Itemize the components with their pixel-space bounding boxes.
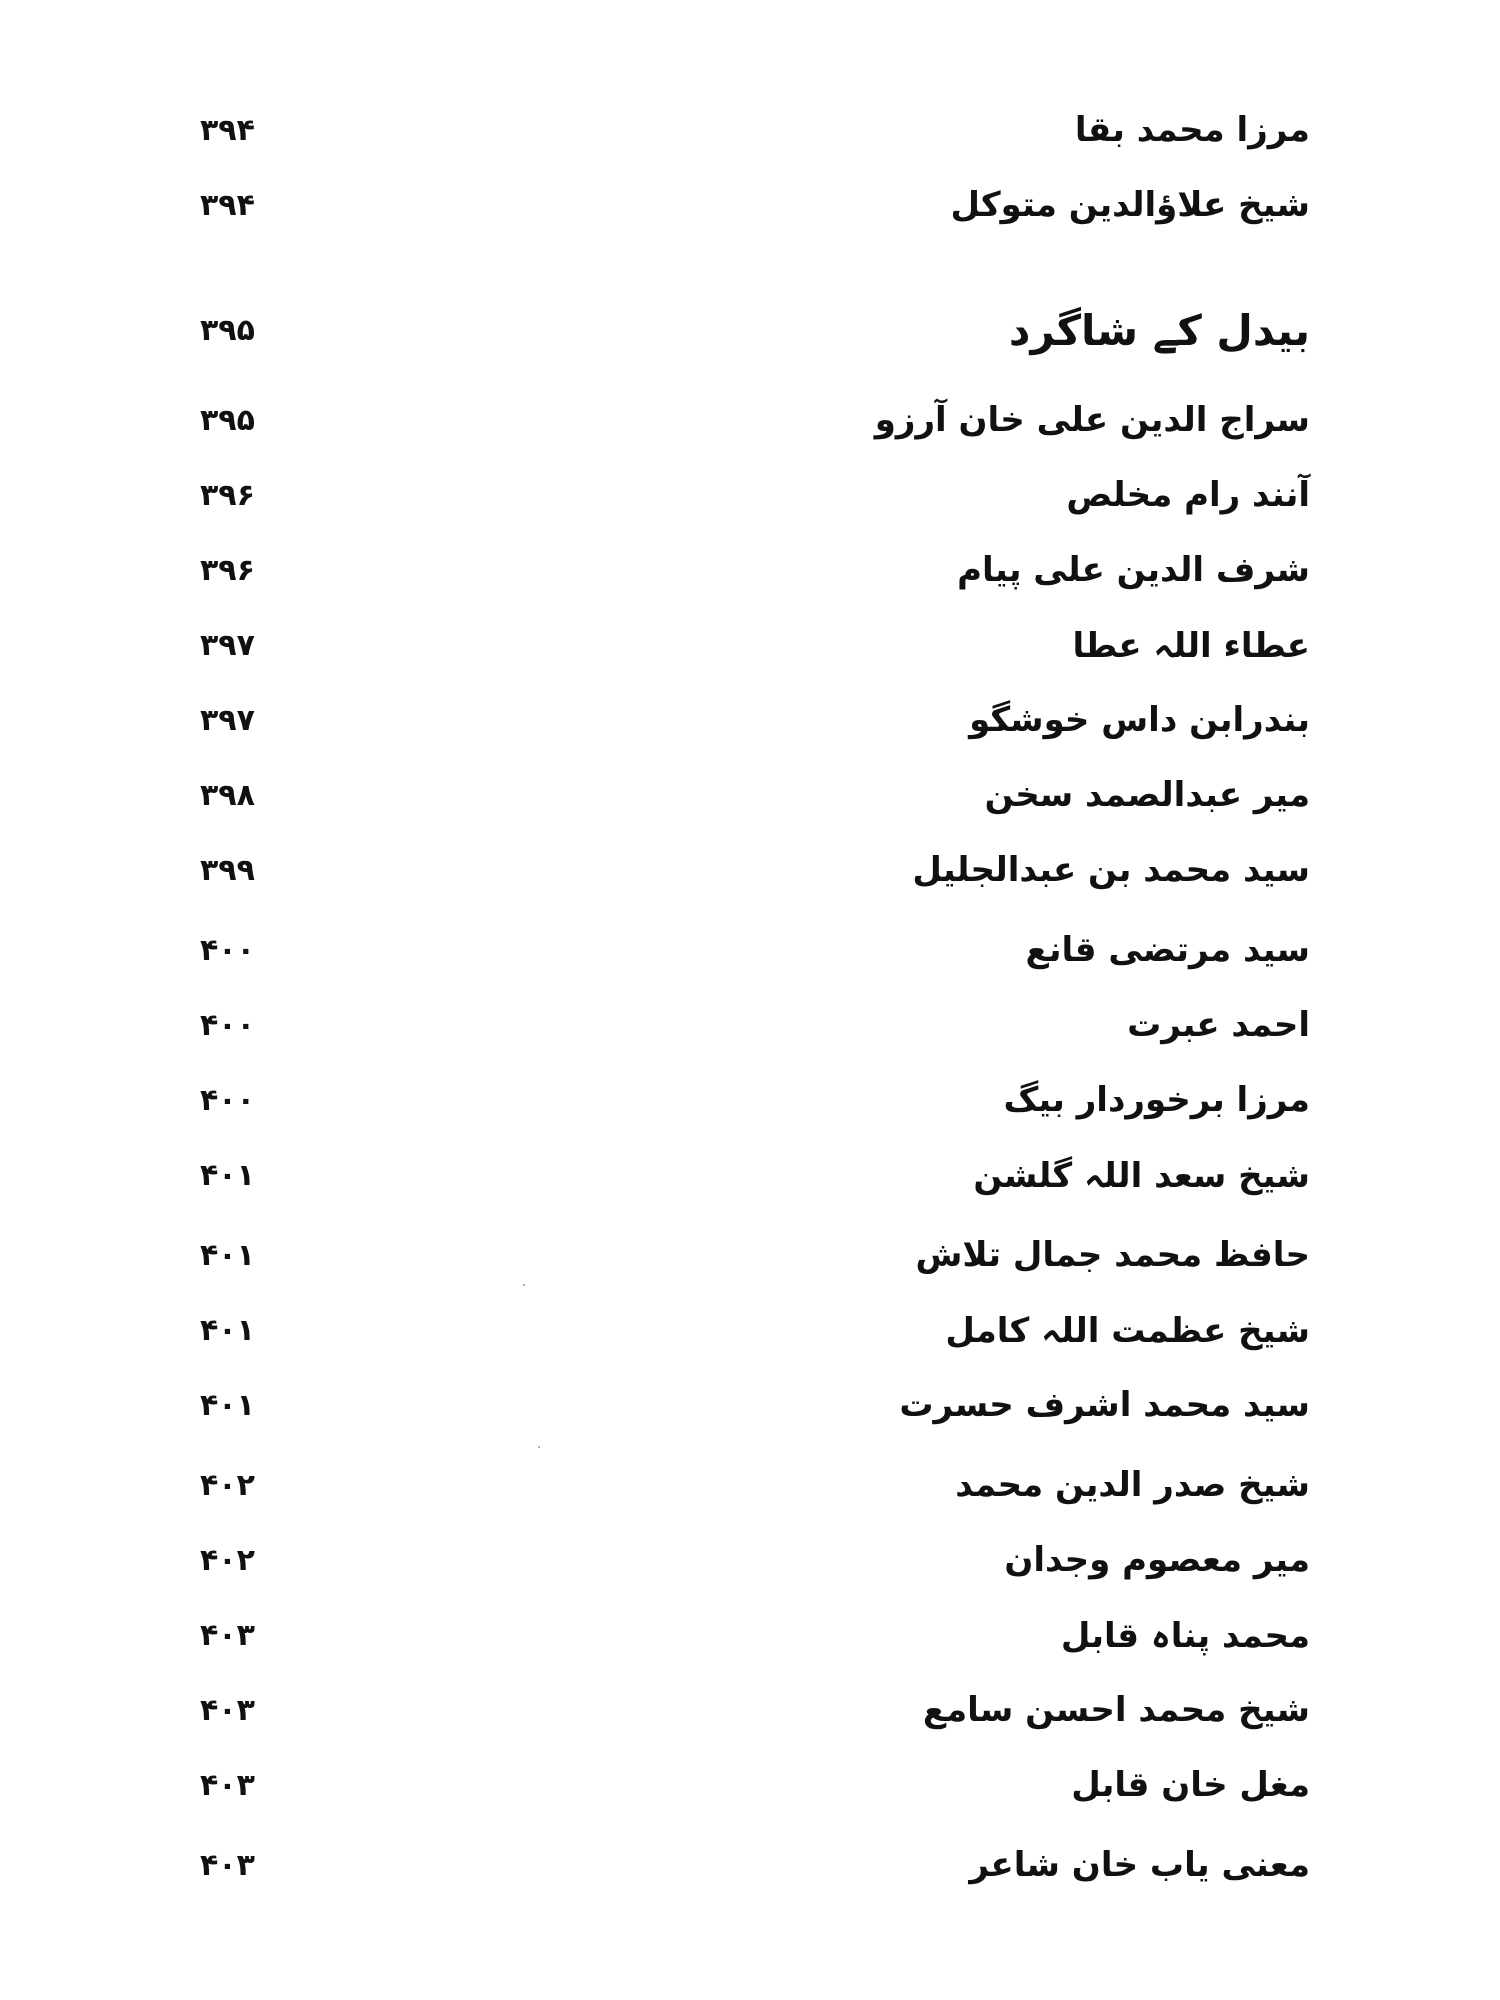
entry-title: شیخ محمد احسن سامع	[922, 1690, 1310, 1730]
entry-title: معنی یاب خان شاعر	[969, 1845, 1310, 1885]
entry-title: شیخ عظمت اللہ کامل	[945, 1310, 1310, 1351]
page-number: ۴۰۱	[200, 1387, 255, 1423]
toc-entry	[200, 920, 1310, 980]
page-number: ۳۹۷	[200, 627, 255, 663]
entry-title: بندرابن داس خوشگو	[969, 700, 1310, 740]
toc-entry	[200, 1455, 1310, 1515]
page-number: ۴۰۱	[200, 1312, 255, 1348]
toc-entry	[200, 1070, 1310, 1130]
toc-entry	[200, 540, 1310, 600]
page-number: ۴۰۰	[200, 1007, 255, 1043]
section-heading: بیدل کے شاگرد	[1008, 305, 1310, 355]
entry-title: سید محمد اشرف حسرت	[899, 1385, 1310, 1425]
toc-entry	[200, 1605, 1310, 1665]
entry-title: محمد پناہ قابل	[1060, 1615, 1310, 1656]
entry-title: مرزا محمد بقا	[1074, 110, 1310, 150]
entry-title: آنند رام مخلص	[1066, 475, 1310, 515]
scan-speck	[538, 1446, 540, 1448]
toc-entry	[200, 615, 1310, 675]
page-number: ۴۰۱	[200, 1157, 255, 1193]
entry-title: مغل خان قابل	[1071, 1765, 1310, 1805]
section-heading-row	[200, 300, 1310, 360]
toc-entry	[200, 765, 1310, 825]
toc-entry	[200, 390, 1310, 450]
page-number: ۳۹۶	[200, 477, 255, 513]
entry-title: میر معصوم وجدان	[1004, 1540, 1310, 1580]
page-number: ۳۹۵	[200, 312, 255, 348]
entry-title: شیخ صدر الدین محمد	[955, 1465, 1310, 1505]
toc-entry	[200, 690, 1310, 750]
toc-entry	[200, 1300, 1310, 1360]
page-number: ۴۰۳	[200, 1692, 255, 1728]
toc-entry	[200, 1145, 1310, 1205]
page-number: ۴۰۳	[200, 1847, 255, 1883]
page-number: ۳۹۷	[200, 702, 255, 738]
page-number: ۴۰۰	[200, 1082, 255, 1118]
entry-title: شیخ سعد اللہ گلشن	[973, 1155, 1310, 1196]
page-number: ۳۹۹	[200, 852, 255, 888]
page-number: ۴۰۳	[200, 1767, 255, 1803]
toc-entry	[200, 465, 1310, 525]
entry-title: احمد عبرت	[1127, 1005, 1310, 1045]
page-number: ۳۹۴	[200, 112, 255, 148]
page-number: ۴۰۲	[200, 1542, 255, 1578]
page-number: ۳۹۸	[200, 777, 255, 813]
toc-entry	[200, 1835, 1310, 1895]
page-number: ۳۹۶	[200, 552, 255, 588]
entry-title: سید مرتضی قانع	[1025, 930, 1310, 970]
toc-entry	[200, 1680, 1310, 1740]
entry-title: سراج الدین علی خان آرزو	[874, 400, 1310, 440]
toc-entry	[200, 100, 1310, 160]
page-number: ۴۰۰	[200, 932, 255, 968]
entry-title: عطاء اللہ عطا	[1072, 625, 1310, 666]
toc-entry	[200, 1755, 1310, 1815]
page-number: ۴۰۱	[200, 1237, 255, 1273]
entry-title: میر عبدالصمد سخن	[984, 775, 1310, 815]
entry-title: شرف الدین علی پیام	[957, 550, 1310, 590]
page-number: ۴۰۳	[200, 1617, 255, 1653]
entry-title: مرزا برخوردار بیگ	[1003, 1080, 1310, 1120]
toc-entry	[200, 175, 1310, 235]
toc-entry	[200, 840, 1310, 900]
entry-title: سید محمد بن عبدالجلیل	[912, 850, 1310, 890]
page-number: ۳۹۵	[200, 402, 255, 438]
toc-entry	[200, 1530, 1310, 1590]
toc-entry	[200, 1375, 1310, 1435]
scan-speck	[523, 1284, 525, 1286]
entry-title: حافظ محمد جمال تلاش	[915, 1235, 1310, 1275]
toc-entry	[200, 1225, 1310, 1285]
toc-entry	[200, 995, 1310, 1055]
page-number: ۳۹۴	[200, 187, 255, 223]
entry-title: شیخ علاؤالدین متوکل	[950, 185, 1310, 225]
page-number: ۴۰۲	[200, 1467, 255, 1503]
